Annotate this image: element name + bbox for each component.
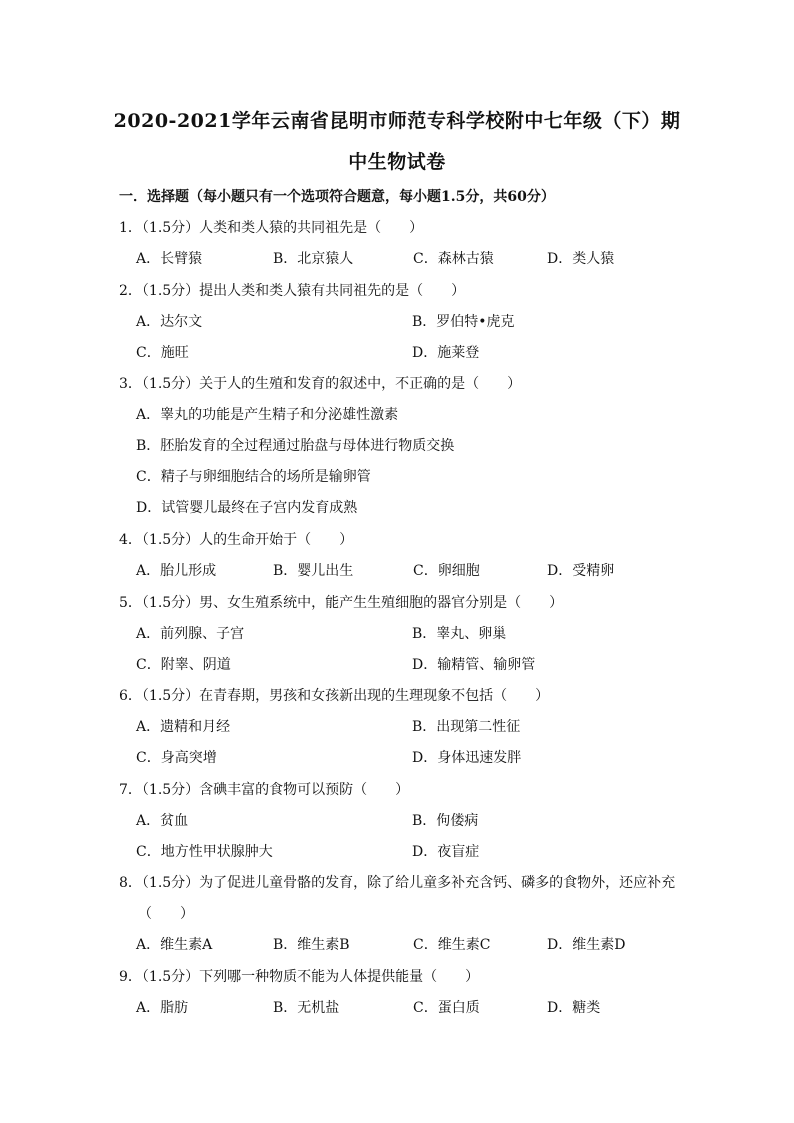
answer-option: D．类人猿 xyxy=(547,251,615,267)
answer-option: A．胎儿形成 xyxy=(136,563,217,579)
answer-option: B．罗伯特•虎克 xyxy=(412,314,515,330)
answer-option: C．施旺 xyxy=(136,345,189,361)
answer-option: A．长臂猿 xyxy=(136,251,203,267)
answer-option: D．受精卵 xyxy=(547,563,615,579)
answer-option: B．佝偻病 xyxy=(412,813,479,829)
answer-option: A．睾丸的功能是产生精子和分泌雄性激素 xyxy=(136,407,399,423)
answer-option: B．婴儿出生 xyxy=(273,563,354,579)
answer-option: B．北京猿人 xyxy=(273,251,354,267)
answer-option: A．维生素A xyxy=(136,937,213,953)
question-stem: 1．（1.5分）人类和类人猿的共同祖先是（ ） xyxy=(119,220,424,236)
answer-option: C．维生素C xyxy=(413,937,491,953)
answer-option: B．出现第二性征 xyxy=(412,719,521,735)
answer-option: C．附睾、阴道 xyxy=(136,657,231,673)
answer-option: D．糖类 xyxy=(547,1000,601,1016)
question-stem: 4．（1.5分）人的生命开始于（ ） xyxy=(119,532,354,548)
question-stem: 2．（1.5分）提出人类和类人猿有共同祖先的是（ ） xyxy=(119,283,466,299)
answer-option: C．地方性甲状腺肿大 xyxy=(136,844,273,860)
answer-option: D．夜盲症 xyxy=(412,844,480,860)
question-stem-continuation: （ ） xyxy=(138,906,194,922)
exam-title-line-1: 2020-2021学年云南省昆明市师范专科学校附中七年级（下）期 xyxy=(113,110,681,132)
answer-option: A．遗精和月经 xyxy=(136,719,231,735)
question-stem: 6．（1.5分）在青春期，男孩和女孩新出现的生理现象不包括（ ） xyxy=(119,688,550,704)
answer-option: A．贫血 xyxy=(136,813,189,829)
answer-option: D．试管婴儿最终在子宫内发育成熟 xyxy=(136,500,358,516)
question-stem: 9．（1.5分）下列哪一种物质不能为人体提供能量（ ） xyxy=(119,969,480,985)
answer-option: B．睾丸、卵巢 xyxy=(412,626,507,642)
question-stem: 8．（1.5分）为了促进儿童骨骼的发育，除了给儿童多补充含钙、磷多的食物外，还应补充 xyxy=(119,875,676,891)
answer-option: D．施莱登 xyxy=(412,345,480,361)
answer-option: C．森林古猿 xyxy=(413,251,494,267)
answer-option: C．精子与卵细胞结合的场所是输卵管 xyxy=(136,469,371,485)
answer-option: A．脂肪 xyxy=(136,1000,189,1016)
answer-option: D．身体迅速发胖 xyxy=(412,750,522,766)
answer-option: B．胚胎发育的全过程通过胎盘与母体进行物质交换 xyxy=(136,438,455,454)
question-stem: 5．（1.5分）男、女生殖系统中，能产生生殖细胞的器官分别是（ ） xyxy=(119,595,564,611)
section-heading: 一．选择题（每小题只有一个选项符合题意，每小题1.5分，共60分） xyxy=(119,189,555,205)
answer-option: D．输精管、输卵管 xyxy=(412,657,536,673)
answer-option: C．卵细胞 xyxy=(413,563,480,579)
answer-option: B．无机盐 xyxy=(273,1000,340,1016)
exam-title-line-2: 中生物试卷 xyxy=(348,151,446,173)
answer-option: D．维生素D xyxy=(547,937,626,953)
answer-option: A．达尔文 xyxy=(136,314,203,330)
answer-option: C．身高突增 xyxy=(136,750,217,766)
answer-option: C．蛋白质 xyxy=(413,1000,480,1016)
answer-option: B．维生素B xyxy=(273,937,350,953)
question-stem: 3．（1.5分）关于人的生殖和发育的叙述中，不正确的是（ ） xyxy=(119,376,522,392)
question-stem: 7．（1.5分）含碘丰富的食物可以预防（ ） xyxy=(119,782,410,798)
answer-option: A．前列腺、子宫 xyxy=(136,626,245,642)
